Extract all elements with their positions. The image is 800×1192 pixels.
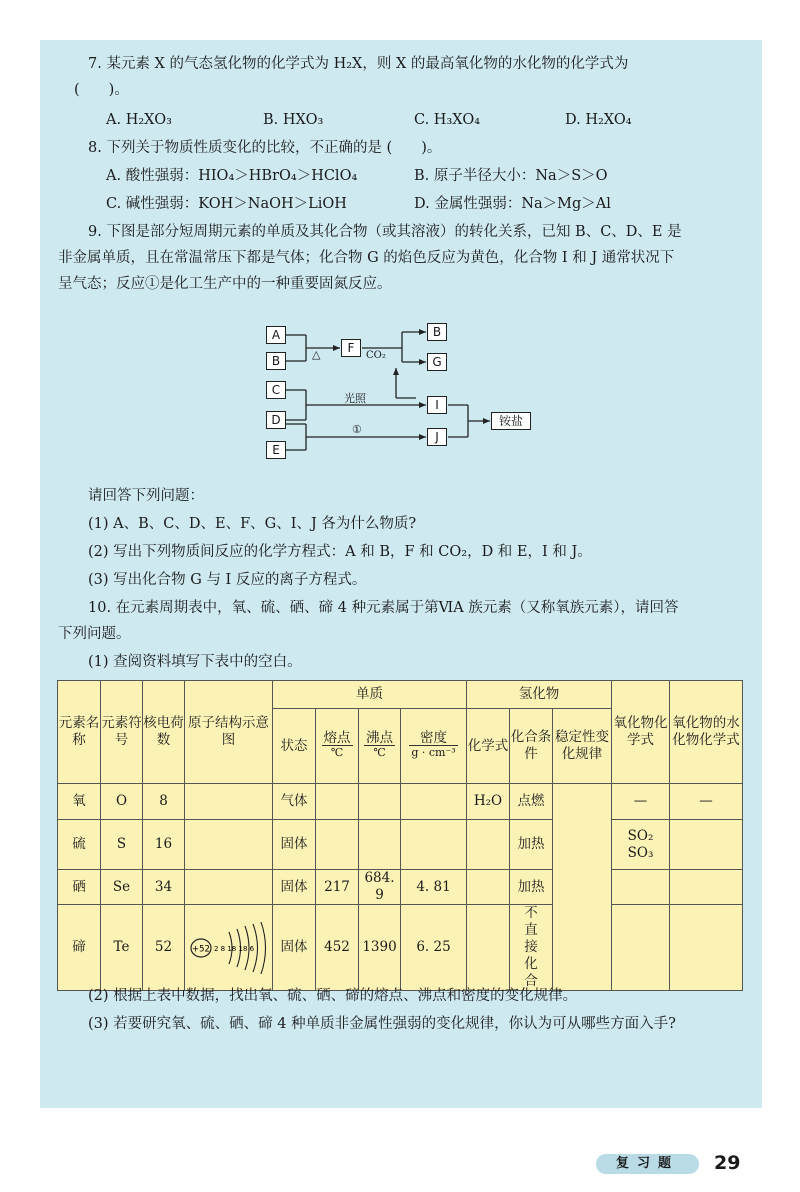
- cell-stability-trend: [553, 784, 612, 991]
- tellurium-atom-diagram: [189, 920, 269, 976]
- cell-mp: 452: [316, 905, 359, 991]
- cell-charge: 34: [143, 870, 185, 905]
- table-row: [58, 820, 743, 870]
- cell-density: [401, 820, 467, 870]
- q8-option-d: D. 金属性强弱：Na＞Mg＞Al: [414, 196, 611, 212]
- diagram-connectors: [262, 318, 542, 466]
- cell-state: 固体: [273, 905, 316, 991]
- node-e: E: [266, 441, 286, 459]
- cell-symbol: Se: [101, 870, 143, 905]
- node-c: C: [266, 381, 286, 399]
- cell-condition: 点燃: [510, 784, 553, 820]
- cell-mp: [316, 820, 359, 870]
- electron-shells-text: 2 8 18 18 6: [213, 944, 254, 953]
- cell-condition: 加热: [510, 870, 553, 905]
- cell-density: 6. 25: [401, 905, 467, 991]
- q9-prompt: 请回答下列问题：: [88, 488, 204, 504]
- header-stability-trend: 稳定性变化规律: [553, 709, 612, 784]
- cell-hydrate: —: [670, 784, 743, 820]
- q7-stem: 7. 某元素 X 的气态氢化物的化学式为 H₂X，则 X 的最高氧化物的水化物的化学式为: [88, 56, 629, 72]
- label-co2: CO₂: [366, 350, 386, 361]
- cell-oxide: —: [612, 784, 670, 820]
- q9-stem-line1: 9. 下图是部分短周期元素的单质及其化合物（或其溶液）的转化关系，已知 B、C、D、E 是: [88, 224, 682, 240]
- q10-sub1: (1) 查阅资料填写下表中的空白。: [88, 654, 302, 670]
- q10-stem-line2: 下列问题。: [58, 626, 131, 642]
- label-heat-triangle: △: [312, 348, 321, 361]
- header-hydride: 氢化物: [467, 681, 612, 709]
- q8-option-a: A. 酸性强弱：HIO₄＞HBrO₄＞HClO₄: [106, 168, 358, 184]
- table-row: [58, 784, 743, 820]
- node-j: J: [427, 428, 447, 446]
- q9-sub2: (2) 写出下列物质间反应的化学方程式：A 和 B，F 和 CO₂，D 和 E，I 和 J。: [88, 544, 592, 560]
- element-property-table: [57, 680, 743, 991]
- header-oxide-formula: 氧化物化学式: [612, 681, 670, 784]
- q7-option-a: A. H₂XO₃: [106, 112, 172, 128]
- header-hydride-formula: 化学式: [467, 709, 510, 784]
- conversion-diagram: [262, 318, 542, 466]
- cell-symbol: O: [101, 784, 143, 820]
- cell-name: 碲: [58, 905, 101, 991]
- header-atomic-structure: 原子结构示意图: [185, 681, 273, 784]
- q10-stem-line1: 10. 在元素周期表中，氧、硫、硒、碲 4 种元素属于第ⅥA 族元素（又称氧族元素），请回答: [88, 600, 679, 616]
- cell-bp: 1390: [359, 905, 401, 991]
- header-density: $\frac{\text{密度}}{\text{g · cm⁻³}}$: [401, 709, 467, 784]
- cell-density: 4. 81: [401, 870, 467, 905]
- cell-charge: 8: [143, 784, 185, 820]
- q7-option-b: B. HXO₃: [263, 112, 324, 128]
- cell-symbol: Te: [101, 905, 143, 991]
- section-tag: 复习题: [596, 1154, 699, 1174]
- cell-density: [401, 784, 467, 820]
- q7-option-c: C. H₃XO₄: [414, 112, 481, 128]
- cell-name: 硫: [58, 820, 101, 870]
- cell-condition: 不直接化合: [510, 905, 553, 991]
- cell-hydride-formula: [467, 820, 510, 870]
- cell-mp: [316, 784, 359, 820]
- cell-charge: 16: [143, 820, 185, 870]
- table-row: [58, 870, 743, 905]
- q9-stem-line2: 非金属单质，且在常温常压下都是气体；化合物 G 的焰色反应为黄色，化合物 I 和 J 通常状况下: [58, 250, 675, 266]
- q8-stem: 8. 下列关于物质性质变化的比较，不正确的是 ( )。: [88, 140, 442, 156]
- cell-name: 氧: [58, 784, 101, 820]
- header-combination-condition: 化合条件: [510, 709, 553, 784]
- cell-mp: 217: [316, 870, 359, 905]
- header-elemental-substance: 单质: [273, 681, 467, 709]
- header-element-symbol: 元素符号: [101, 681, 143, 784]
- header-boiling-point: $\frac{\text{沸点}}{℃}$: [359, 709, 401, 784]
- cell-condition: 加热: [510, 820, 553, 870]
- node-f: F: [341, 339, 361, 357]
- cell-bp: [359, 820, 401, 870]
- header-oxide-hydrate: 氧化物的水化物化学式: [670, 681, 743, 784]
- cell-hydride-formula: [467, 905, 510, 991]
- cell-hydrate: [670, 905, 743, 991]
- q7-option-d: D. H₂XO₄: [565, 112, 632, 128]
- q9-sub1: (1) A、B、C、D、E、F、G、I、J 各为什么物质?: [88, 516, 417, 532]
- node-ammonium-salt: 铵盐: [491, 412, 531, 430]
- node-d: D: [266, 411, 286, 429]
- q10-sub2: (2) 根据上表中数据，找出氧、硫、硒、碲的熔点、沸点和密度的变化规律。: [88, 988, 578, 1004]
- cell-bp: [359, 784, 401, 820]
- cell-structure: [185, 820, 273, 870]
- cell-structure: [185, 870, 273, 905]
- cell-structure: [185, 905, 273, 991]
- node-b-output: B: [427, 323, 447, 341]
- label-light: 光照: [344, 392, 366, 405]
- q9-sub3: (3) 写出化合物 G 与 I 反应的离子方程式。: [88, 572, 367, 588]
- cell-bp: 684. 9: [359, 870, 401, 905]
- q7-blank: ( )。: [74, 82, 129, 98]
- q8-option-c: C. 碱性强弱：KOH＞NaOH＞LiOH: [106, 196, 347, 212]
- page-number: 29: [714, 1152, 741, 1174]
- cell-oxide: [612, 905, 670, 991]
- cell-state: 气体: [273, 784, 316, 820]
- cell-charge: 52: [143, 905, 185, 991]
- table-row: [58, 905, 743, 991]
- node-i: I: [427, 396, 447, 414]
- cell-hydrate: [670, 820, 743, 870]
- cell-oxide: [612, 870, 670, 905]
- header-state: 状态: [273, 709, 316, 784]
- header-nuclear-charge: 核电荷数: [143, 681, 185, 784]
- cell-name: 硒: [58, 870, 101, 905]
- cell-structure: [185, 784, 273, 820]
- cell-hydride-formula: H₂O: [467, 784, 510, 820]
- node-g: G: [427, 353, 447, 371]
- cell-symbol: S: [101, 820, 143, 870]
- node-a: A: [266, 326, 286, 344]
- cell-hydrate: [670, 870, 743, 905]
- q9-stem-line3: 呈气态；反应①是化工生产中的一种重要固氮反应。: [58, 276, 392, 292]
- cell-oxide: SO₂ SO₃: [612, 820, 670, 870]
- cell-hydride-formula: [467, 870, 510, 905]
- cell-state: 固体: [273, 870, 316, 905]
- nucleus-charge-text: +52: [191, 944, 210, 954]
- q8-option-b: B. 原子半径大小：Na＞S＞O: [414, 168, 608, 184]
- q10-sub3: (3) 若要研究氧、硫、硒、碲 4 种单质非金属性强弱的变化规律，你认为可从哪些方面入手?: [88, 1016, 676, 1032]
- cell-state: 固体: [273, 820, 316, 870]
- header-element-name: 元素名称: [58, 681, 101, 784]
- node-b-input: B: [266, 352, 286, 370]
- header-melting-point: $\frac{\text{熔点}}{℃}$: [316, 709, 359, 784]
- label-reaction-1: ①: [352, 423, 362, 436]
